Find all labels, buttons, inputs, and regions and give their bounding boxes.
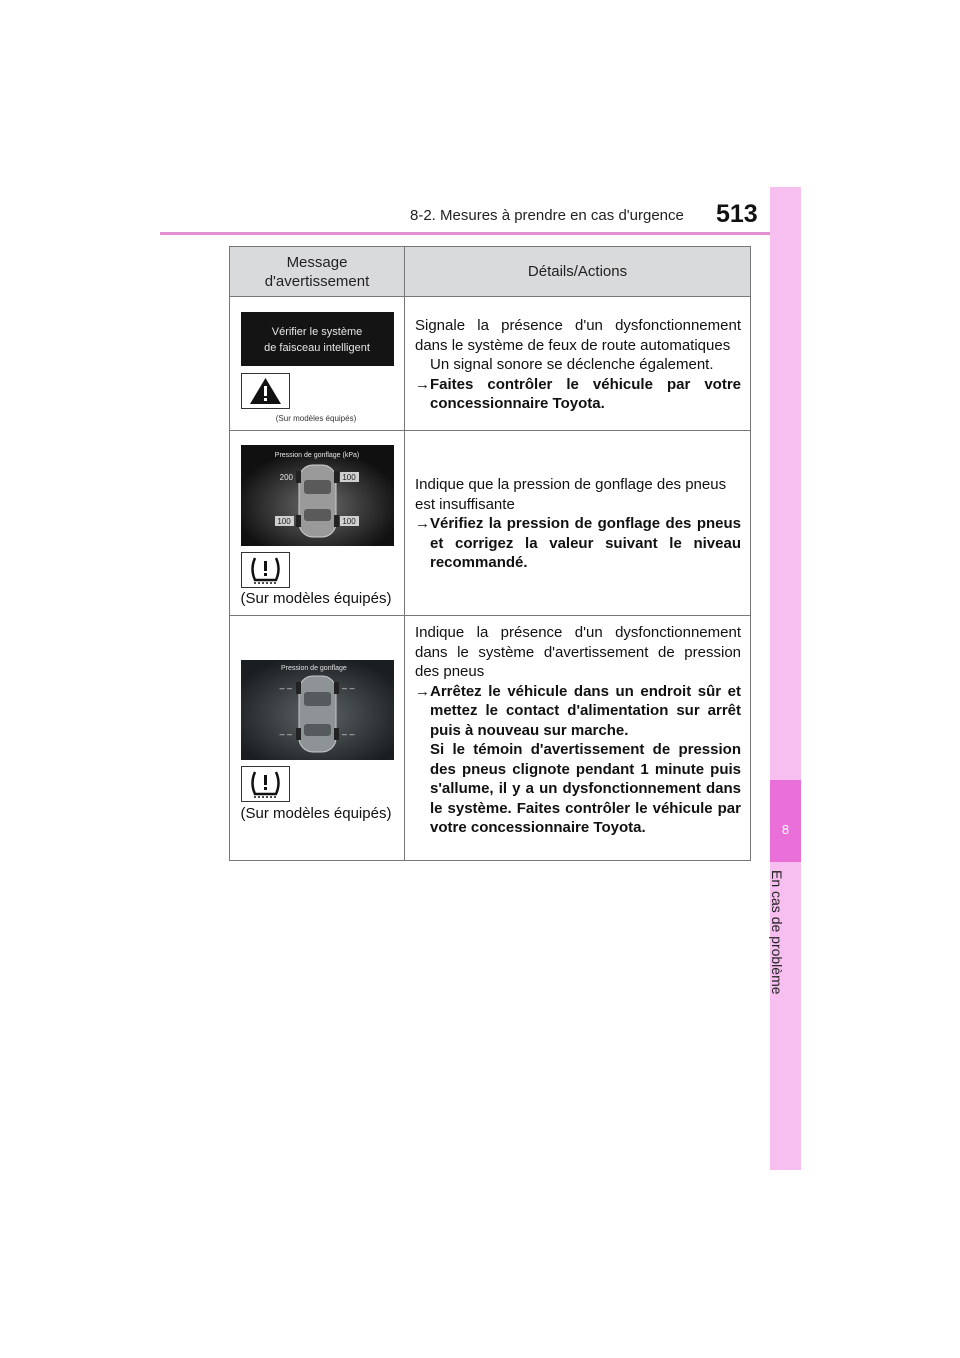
display-title: Pression de gonflage bbox=[281, 665, 347, 672]
pressure-rear-left: 100 bbox=[277, 517, 291, 526]
page-number: 513 bbox=[716, 200, 758, 228]
column-header-details bbox=[405, 247, 751, 297]
arrow-icon: → bbox=[415, 375, 430, 393]
equipped-models-note: (Sur modèles équipés) bbox=[240, 590, 392, 607]
pressure-placeholder-front-left: – – bbox=[279, 683, 292, 693]
details-cell bbox=[405, 297, 751, 431]
display-text-line2: de faisceau intelligent bbox=[264, 342, 370, 354]
pressure-rear-right: 100 bbox=[342, 517, 356, 526]
action bbox=[415, 514, 741, 573]
tire-pressure-warning-icon bbox=[241, 552, 290, 588]
page-header bbox=[0, 0, 960, 240]
display-screen-graphic bbox=[241, 312, 394, 366]
description: Indique que la pression de gonflage des pneus est insuffisante bbox=[415, 476, 727, 513]
arrow-icon: → bbox=[415, 515, 430, 532]
details-text bbox=[406, 432, 749, 573]
display-title: Pression de gonflage (kPa) bbox=[274, 452, 360, 459]
display-screen bbox=[241, 312, 394, 366]
action bbox=[415, 375, 741, 414]
message-cell bbox=[230, 431, 405, 616]
pressure-front-left: 200 bbox=[279, 473, 293, 482]
message-cell bbox=[230, 297, 405, 431]
display-screen bbox=[241, 445, 394, 546]
display-screen-graphic bbox=[241, 445, 394, 546]
action-continued: Si le témoin d'avertissement de pression des pneus clignote pendant 1 minute puis s'allume, il y a un dysfonctionnement dans le système. Faites contrôler le véhicule par votre concessionnaire Toyota. bbox=[430, 741, 741, 836]
table-header-row bbox=[230, 247, 751, 297]
tire-pressure-warning-icon bbox=[241, 766, 290, 802]
warning-messages-table bbox=[229, 246, 751, 861]
action-text: Arrêtez le véhicule dans un endroit sûr et mettez le contact d'alimentation sur arrêt puis à nouveau sur marche. bbox=[430, 682, 741, 739]
details-cell bbox=[405, 431, 751, 616]
column-header-details-label: Détails/Actions bbox=[527, 263, 628, 280]
chapter-number: 8 bbox=[781, 822, 790, 837]
arrow-icon: → bbox=[415, 682, 430, 700]
pressure-placeholder-rear-right: – – bbox=[342, 729, 355, 739]
section-title: 8-2. Mesures à prendre en cas d'urgence bbox=[410, 207, 684, 224]
display-screen bbox=[241, 660, 394, 760]
warning-triangle-icon bbox=[241, 373, 290, 409]
message-cell bbox=[230, 616, 405, 861]
pressure-front-right: 100 bbox=[342, 473, 356, 482]
description: Signale la présence d'un dysfonctionnement dans le système de feux de route automatiques bbox=[415, 317, 741, 354]
details-text bbox=[406, 298, 749, 414]
equipped-models-note: (Sur modèles équipés) bbox=[275, 414, 357, 423]
equipped-models-note: (Sur modèles équipés) bbox=[240, 805, 392, 822]
table-row bbox=[230, 297, 751, 431]
chapter-side-tab-active bbox=[770, 780, 801, 862]
pressure-placeholder-front-right: – – bbox=[342, 683, 355, 693]
pressure-placeholder-rear-left: – – bbox=[279, 729, 292, 739]
details-text bbox=[406, 617, 749, 838]
table-row bbox=[230, 616, 751, 861]
action-text: Faites contrôler le véhicule par votre concessionnaire Toyota. bbox=[430, 375, 741, 412]
note: Un signal sonore se déclenche également. bbox=[430, 356, 714, 373]
display-screen-graphic bbox=[241, 660, 394, 760]
column-header-message-label: Message d'avertissement bbox=[264, 253, 370, 290]
description: Indique la présence d'un dysfonctionnement dans le système d'avertissement de pression des pneus bbox=[415, 624, 741, 680]
display-text-line1: Vérifier le système bbox=[271, 326, 363, 338]
column-header-message bbox=[230, 247, 405, 297]
chapter-title: En cas de problème bbox=[769, 870, 785, 995]
action bbox=[415, 682, 741, 741]
chapter-side-tab bbox=[770, 187, 801, 1170]
table-row bbox=[230, 431, 751, 616]
action-text: Vérifiez la pression de gonflage des pneus et corrigez la valeur suivant le niveau recommandé. bbox=[430, 515, 741, 571]
details-cell bbox=[405, 616, 751, 861]
header-rule bbox=[160, 232, 800, 235]
